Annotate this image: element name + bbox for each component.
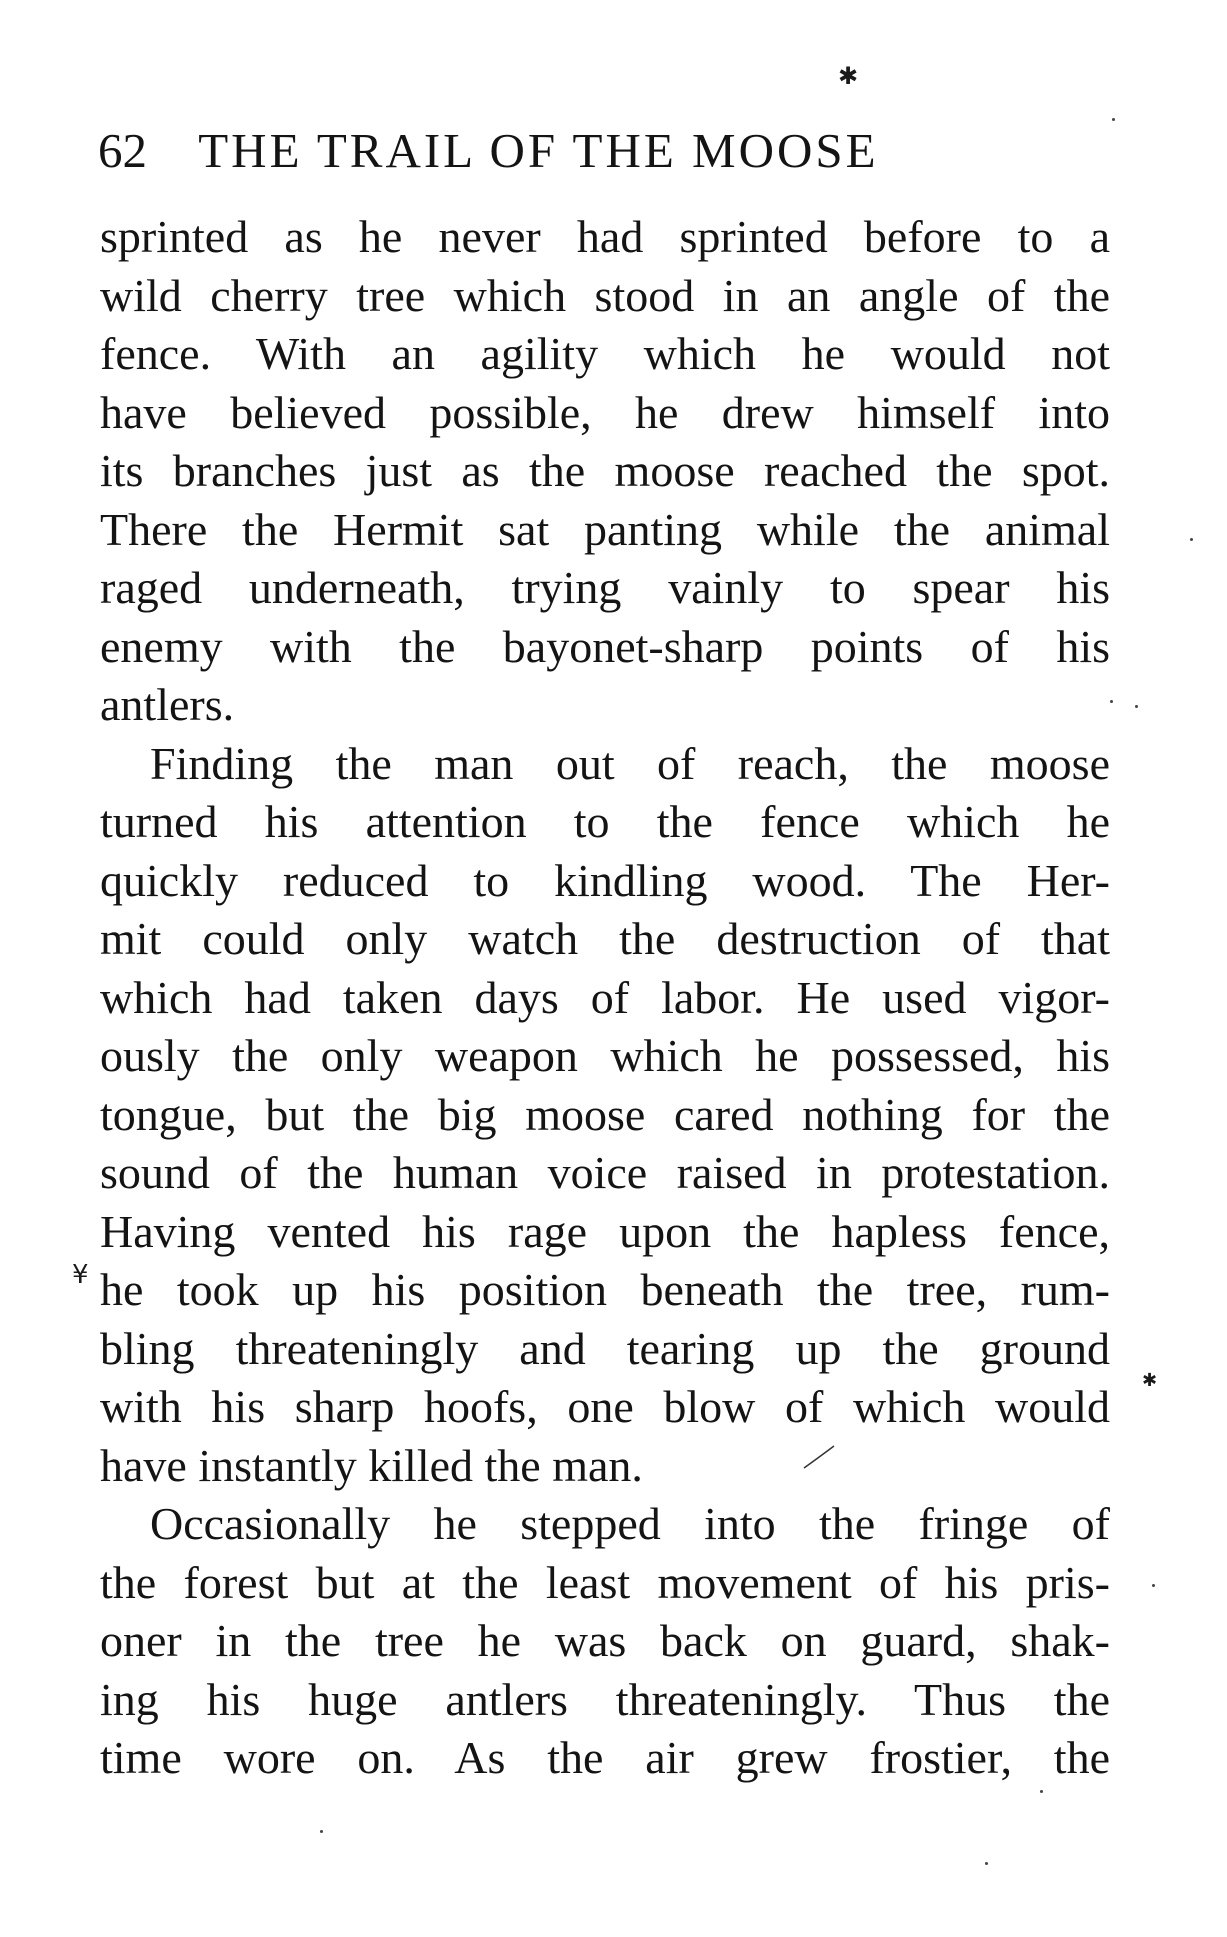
- paper-speck: [1110, 700, 1113, 703]
- body-text: [100, 208, 1110, 1788]
- text-line: its branches just as the moose reached the spot.: [100, 445, 1110, 496]
- top-ink-mark: ✱: [838, 62, 859, 90]
- text-line: time wore on. As the air grew frostier, the: [100, 1732, 1110, 1783]
- text-line: quickly reduced to kindling wood. The Her-: [100, 854, 1110, 906]
- text-line: Having vented his rage upon the hapless fence,: [100, 1205, 1110, 1257]
- text-line: which had taken days of labor. He used vigor-: [100, 971, 1110, 1023]
- paper-speck: [985, 1862, 988, 1865]
- right-margin-mark: ✱: [1142, 1370, 1158, 1391]
- text-line: mit could only watch the destruction of that: [100, 913, 1110, 964]
- page-number: 62: [98, 123, 147, 178]
- paper-speck: [1190, 538, 1193, 541]
- text-line: have instantly killed the man.: [100, 1439, 643, 1491]
- text-line: sprinted as he never had sprinted before to a: [100, 211, 1110, 262]
- text-line: with his sharp hoofs, one blow of which would: [100, 1381, 1110, 1432]
- text-line: ously the only weapon which he possessed, his: [100, 1030, 1110, 1081]
- running-header: [98, 122, 1058, 179]
- text-line: turned his attention to the fence which he: [100, 796, 1110, 847]
- paper-speck: [1112, 118, 1115, 121]
- text-line: wild cherry tree which stood in an angle of the: [100, 269, 1110, 321]
- text-line: the forest but at the least movement of his pris-: [100, 1556, 1110, 1608]
- text-line: Occasionally he stepped into the fringe of: [150, 1498, 1110, 1549]
- text-line: oner in the tree he was back on guard, shak-: [100, 1615, 1110, 1666]
- text-line: ing his huge antlers threateningly. Thus the: [100, 1673, 1110, 1725]
- text-line: raged underneath, trying vainly to spear his: [100, 562, 1110, 613]
- text-line: Finding the man out of reach, the moose: [150, 737, 1110, 789]
- text-line: have believed possible, he drew himself into: [100, 386, 1110, 438]
- running-title: THE TRAIL OF THE MOOSE: [198, 123, 879, 178]
- paper-speck: [320, 1830, 323, 1833]
- text-line: enemy with the bayonet-sharp points of his: [100, 620, 1110, 672]
- text-line: tongue, but the big moose cared nothing for the: [100, 1088, 1110, 1140]
- text-line: fence. With an agility which he would not: [100, 328, 1110, 379]
- paper-speck: [1152, 1584, 1155, 1587]
- left-margin-mark: ¥: [72, 1260, 89, 1290]
- pencil-stroke: [800, 1440, 840, 1472]
- text-line: There the Hermit sat panting while the animal: [100, 503, 1110, 555]
- paper-speck: [1040, 1790, 1043, 1793]
- text-line: bling threateningly and tearing up the ground: [100, 1322, 1110, 1374]
- text-line: he took up his position beneath the tree, rum-: [100, 1264, 1110, 1315]
- text-line: sound of the human voice raised in protestation.: [100, 1147, 1110, 1198]
- text-line: antlers.: [100, 679, 235, 730]
- paper-speck: [1135, 705, 1138, 708]
